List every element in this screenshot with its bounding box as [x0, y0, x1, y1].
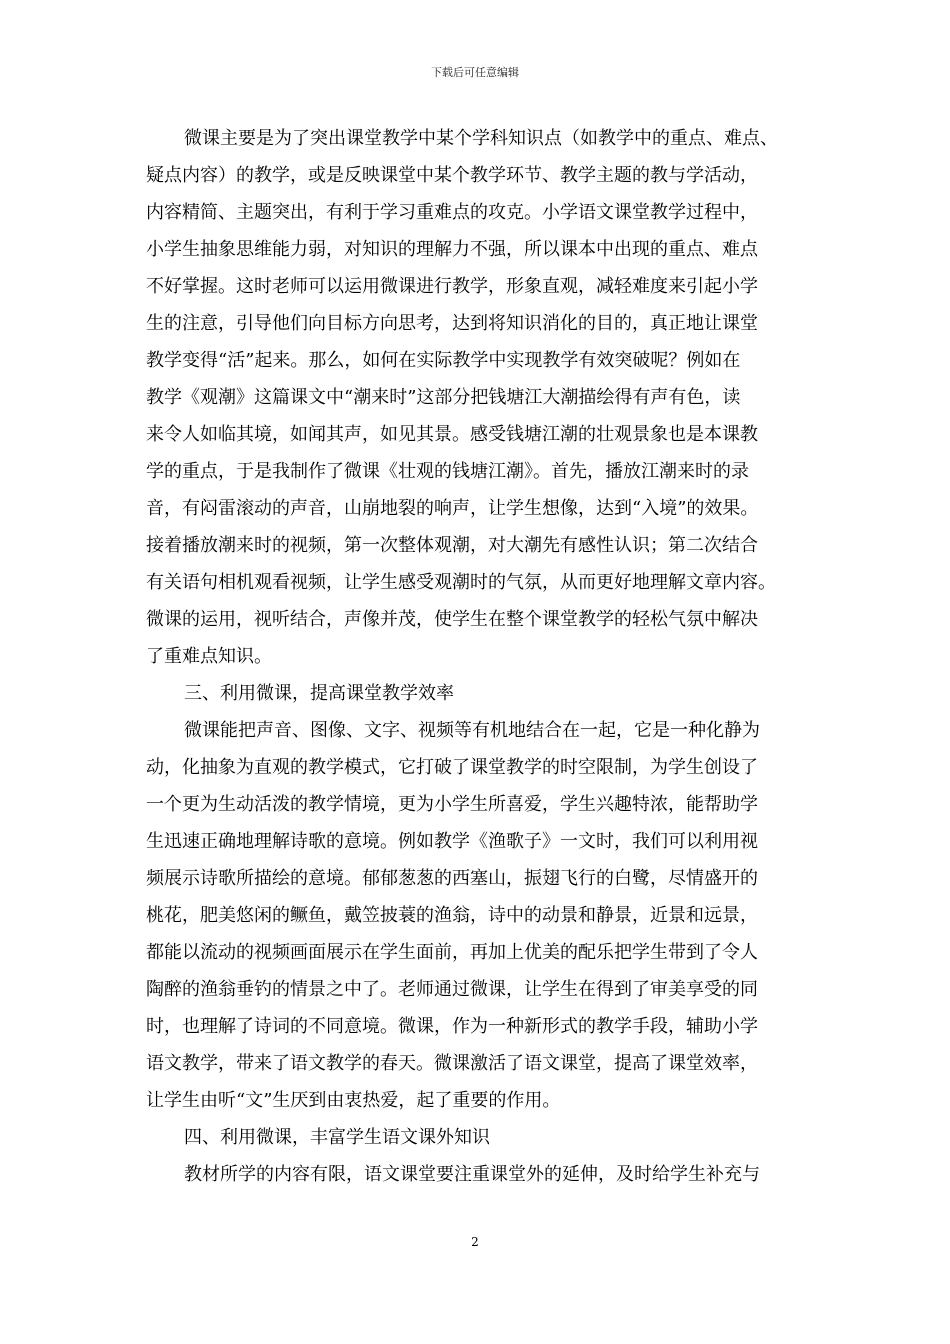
paragraph-line: 疑点内容）的教学，或是反映课堂中某个教学环节、教学主题的教与学活动， — [146, 165, 758, 186]
paragraph-line: 教学《观潮》这篇课文中“潮来时”这部分把钱塘江大潮描绘得有声有色，读 — [146, 387, 741, 408]
paragraph-line: 了重难点知识。 — [146, 646, 272, 667]
paragraph-line: 桃花，肥美悠闲的鳜鱼，戴笠披蓑的渔翁，诗中的动景和静景，近景和远景， — [146, 905, 758, 926]
paragraph-line: 教材所学的内容有限，语文课堂要注重课堂外的延伸，及时给学生补充与 — [184, 1164, 760, 1185]
page-number: 2 — [471, 1235, 479, 1249]
paragraph-line: 生迅速正确地理解诗歌的意境。例如教学《渔歌子》一文时，我们可以利用视 — [146, 831, 758, 852]
paragraph-line: 动，化抽象为直观的教学模式，它打破了课堂教学的时空限制，为学生创设了 — [146, 757, 758, 778]
paragraph-line: 都能以流动的视频画面展示在学生面前，再加上优美的配乐把学生带到了令人 — [146, 942, 758, 963]
paragraph-line: 让学生由听“文”生厌到由衷热爱，起了重要的作用。 — [146, 1090, 561, 1111]
paragraph-line: 微课能把声音、图像、文字、视频等有机地结合在一起，它是一种化静为 — [184, 720, 760, 741]
paragraph-line: 语文教学，带来了语文教学的春天。微课激活了语文课堂，提高了课堂效率， — [146, 1053, 758, 1074]
section-heading: 四、利用微课，丰富学生语文课外知识 — [184, 1127, 490, 1148]
paragraph-line: 生的注意，引导他们向目标方向思考，达到将知识消化的目的，真正地让课堂 — [146, 313, 758, 334]
paragraph-line: 小学生抽象思维能力弱，对知识的理解力不强，所以课本中出现的重点、难点 — [146, 239, 758, 260]
paragraph-line: 有关语句相机观看视频，让学生感受观潮时的气氛，从而更好地理解文章内容。 — [146, 572, 776, 593]
paragraph-line: 音，有闷雷滚动的声音，山崩地裂的响声，让学生想像，达到“入境”的效果。 — [146, 498, 759, 519]
paragraph-line: 陶醉的渔翁垂钓的情景之中了。老师通过微课，让学生在得到了审美享受的同 — [146, 979, 758, 1000]
paragraph-line: 频展示诗歌所描绘的意境。郁郁葱葱的西塞山，振翅飞行的白鹭，尽情盛开的 — [146, 868, 758, 889]
paragraph-line: 接着播放潮来时的视频，第一次整体观潮，对大潮先有感性认识；第二次结合 — [146, 535, 758, 556]
paragraph-line: 时，也理解了诗词的不同意境。微课，作为一种新形式的教学手段，辅助小学 — [146, 1016, 758, 1037]
paragraph-line: 教学变得“活”起来。那么，如何在实际教学中实现教学有效突破呢？例如在 — [146, 350, 741, 371]
document-body — [146, 120, 814, 1193]
paragraph-line: 内容精简、主题突出，有利于学习重难点的攻克。小学语文课堂教学过程中， — [146, 202, 758, 223]
paragraph-line: 微课的运用，视听结合，声像并茂，使学生在整个课堂教学的轻松气氛中解决 — [146, 609, 758, 630]
paragraph-line: 微课主要是为了突出课堂教学中某个学科知识点（如教学中的重点、难点、 — [184, 128, 778, 149]
paragraph-line: 学的重点，于是我制作了微课《壮观的钱塘江潮》。首先，播放江潮来时的录 — [146, 461, 749, 482]
section-heading: 三、利用微课，提高课堂教学效率 — [184, 683, 454, 704]
page-header: 下载后可任意编辑 — [431, 66, 519, 79]
paragraph-line: 不好掌握。这时老师可以运用微课进行教学，形象直观，减轻难度来引起小学 — [146, 276, 758, 297]
paragraph-line: 一个更为生动活泼的教学情境，更为小学生所喜爱，学生兴趣特浓，能帮助学 — [146, 794, 758, 815]
paragraph-line: 来令人如临其境，如闻其声，如见其景。感受钱塘江潮的壮观景象也是本课教 — [146, 424, 758, 445]
